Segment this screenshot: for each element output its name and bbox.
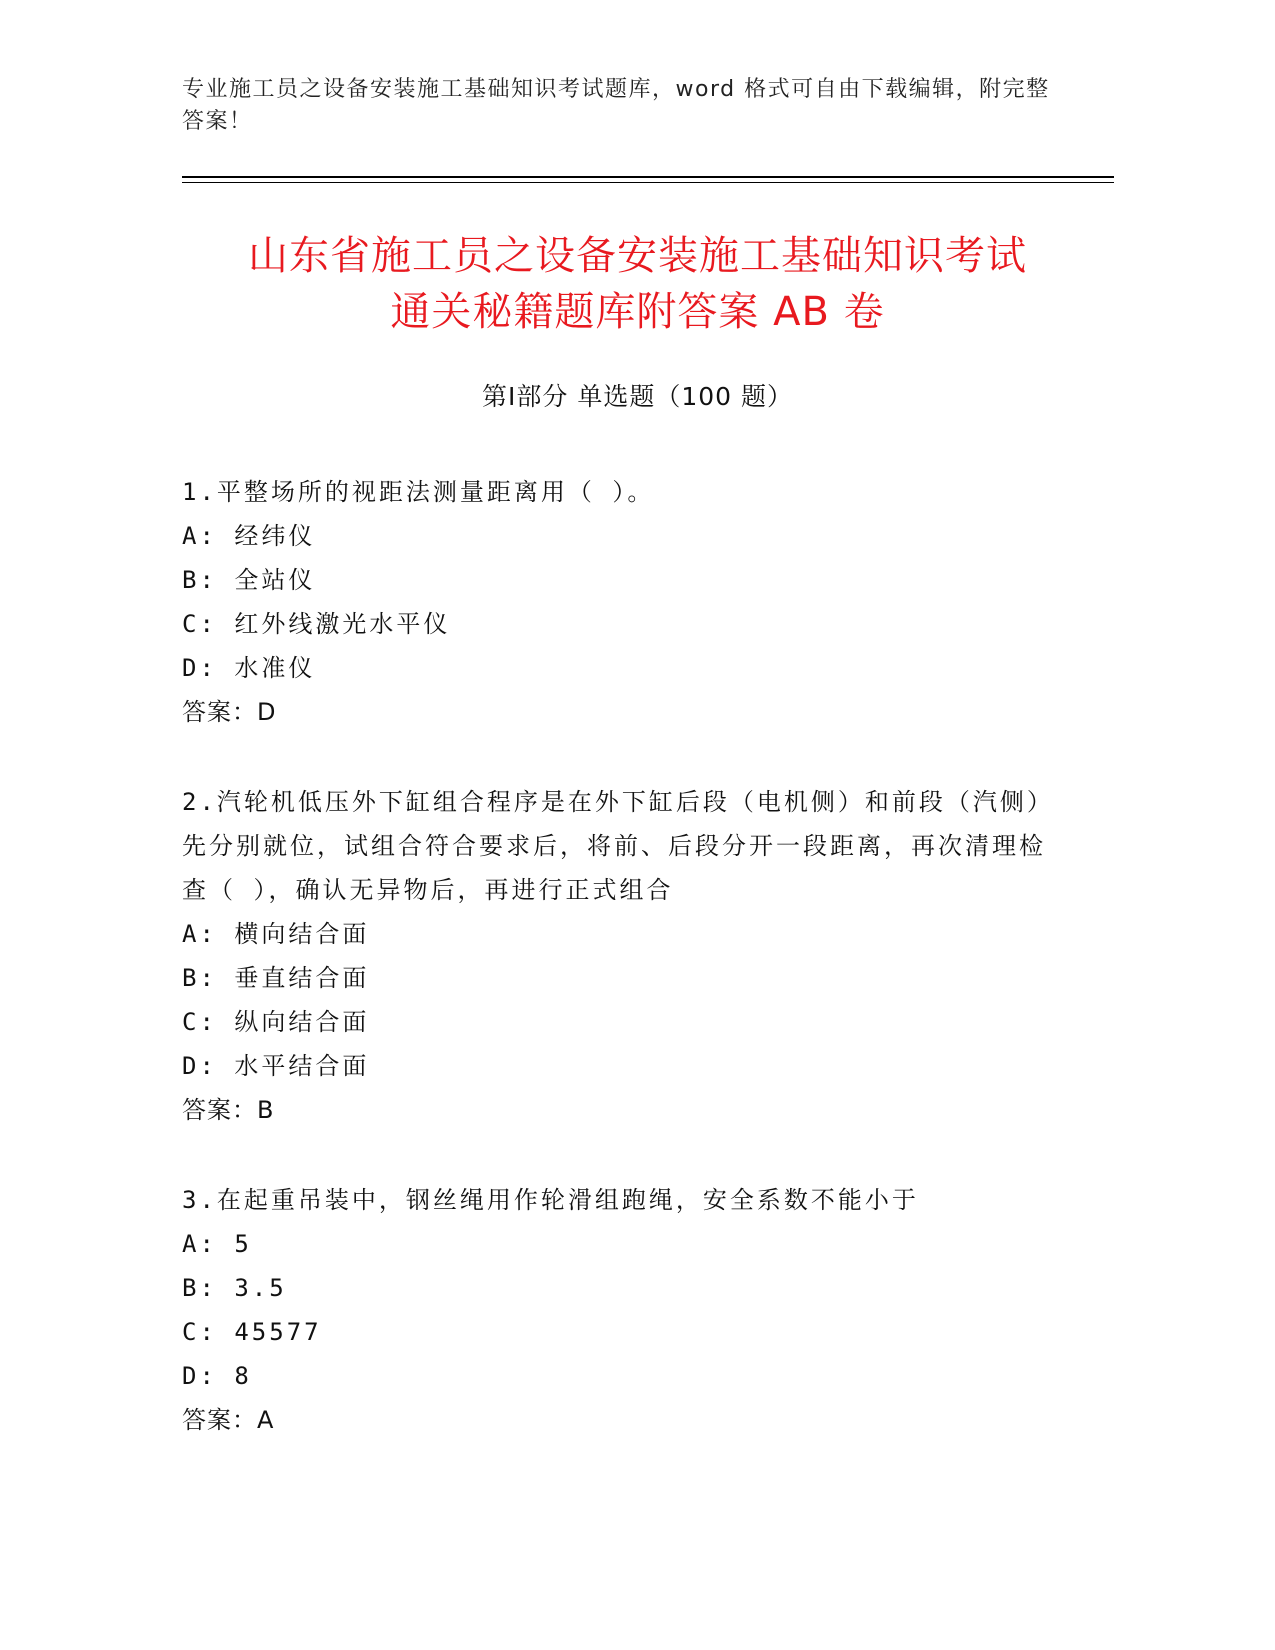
answer-key: 答案：B [182, 1096, 275, 1124]
option-c: C: 45577 [182, 1318, 322, 1346]
header-note: 专业施工员之设备安装施工基础知识考试题库，word 格式可自由下载编辑，附完整答案！ [182, 77, 1050, 134]
option-d: D: 水准仪 [182, 654, 316, 682]
option-a: A: 横向结合面 [182, 920, 370, 948]
section-heading: 第Ⅰ部分 单选题（100 题） [482, 382, 793, 411]
question-1 [182, 470, 1062, 734]
option-c: C: 红外线激光水平仪 [182, 610, 451, 638]
answer-key: 答案：D [182, 698, 277, 726]
question-stem: 2.汽轮机低压外下缸组合程序是在外下缸后段（电机侧）和前段（汽侧）先分别就位，试组合符合要求后，将前、后段分开一段距离，再次清理检查（ ），确认无异物后，再进行正式组合 [182, 788, 1054, 904]
question-stem: 1.平整场所的视距法测量距离用（ ）。 [182, 478, 655, 506]
option-b: B: 全站仪 [182, 566, 316, 594]
question-list [182, 470, 1062, 1488]
document-title-line-1: 山东省施工员之设备安装施工基础知识考试 [248, 233, 1027, 279]
document-title [140, 228, 1135, 340]
option-d: D: 8 [182, 1362, 252, 1390]
option-c: C: 纵向结合面 [182, 1008, 370, 1036]
option-a: A: 经纬仪 [182, 522, 316, 550]
header-divider-thick [182, 176, 1114, 178]
option-a: A: 5 [182, 1230, 252, 1258]
answer-key: 答案：A [182, 1406, 275, 1434]
question-2 [182, 780, 1062, 1132]
question-3 [182, 1178, 1062, 1442]
option-b: B: 3.5 [182, 1274, 287, 1302]
document-title-line-2: 通关秘籍题库附答案 AB 卷 [390, 289, 885, 335]
header-divider-thin [182, 182, 1114, 183]
question-stem: 3.在起重吊装中，钢丝绳用作轮滑组跑绳，安全系数不能小于 [182, 1186, 919, 1214]
option-b: B: 垂直结合面 [182, 964, 370, 992]
option-d: D: 水平结合面 [182, 1052, 370, 1080]
